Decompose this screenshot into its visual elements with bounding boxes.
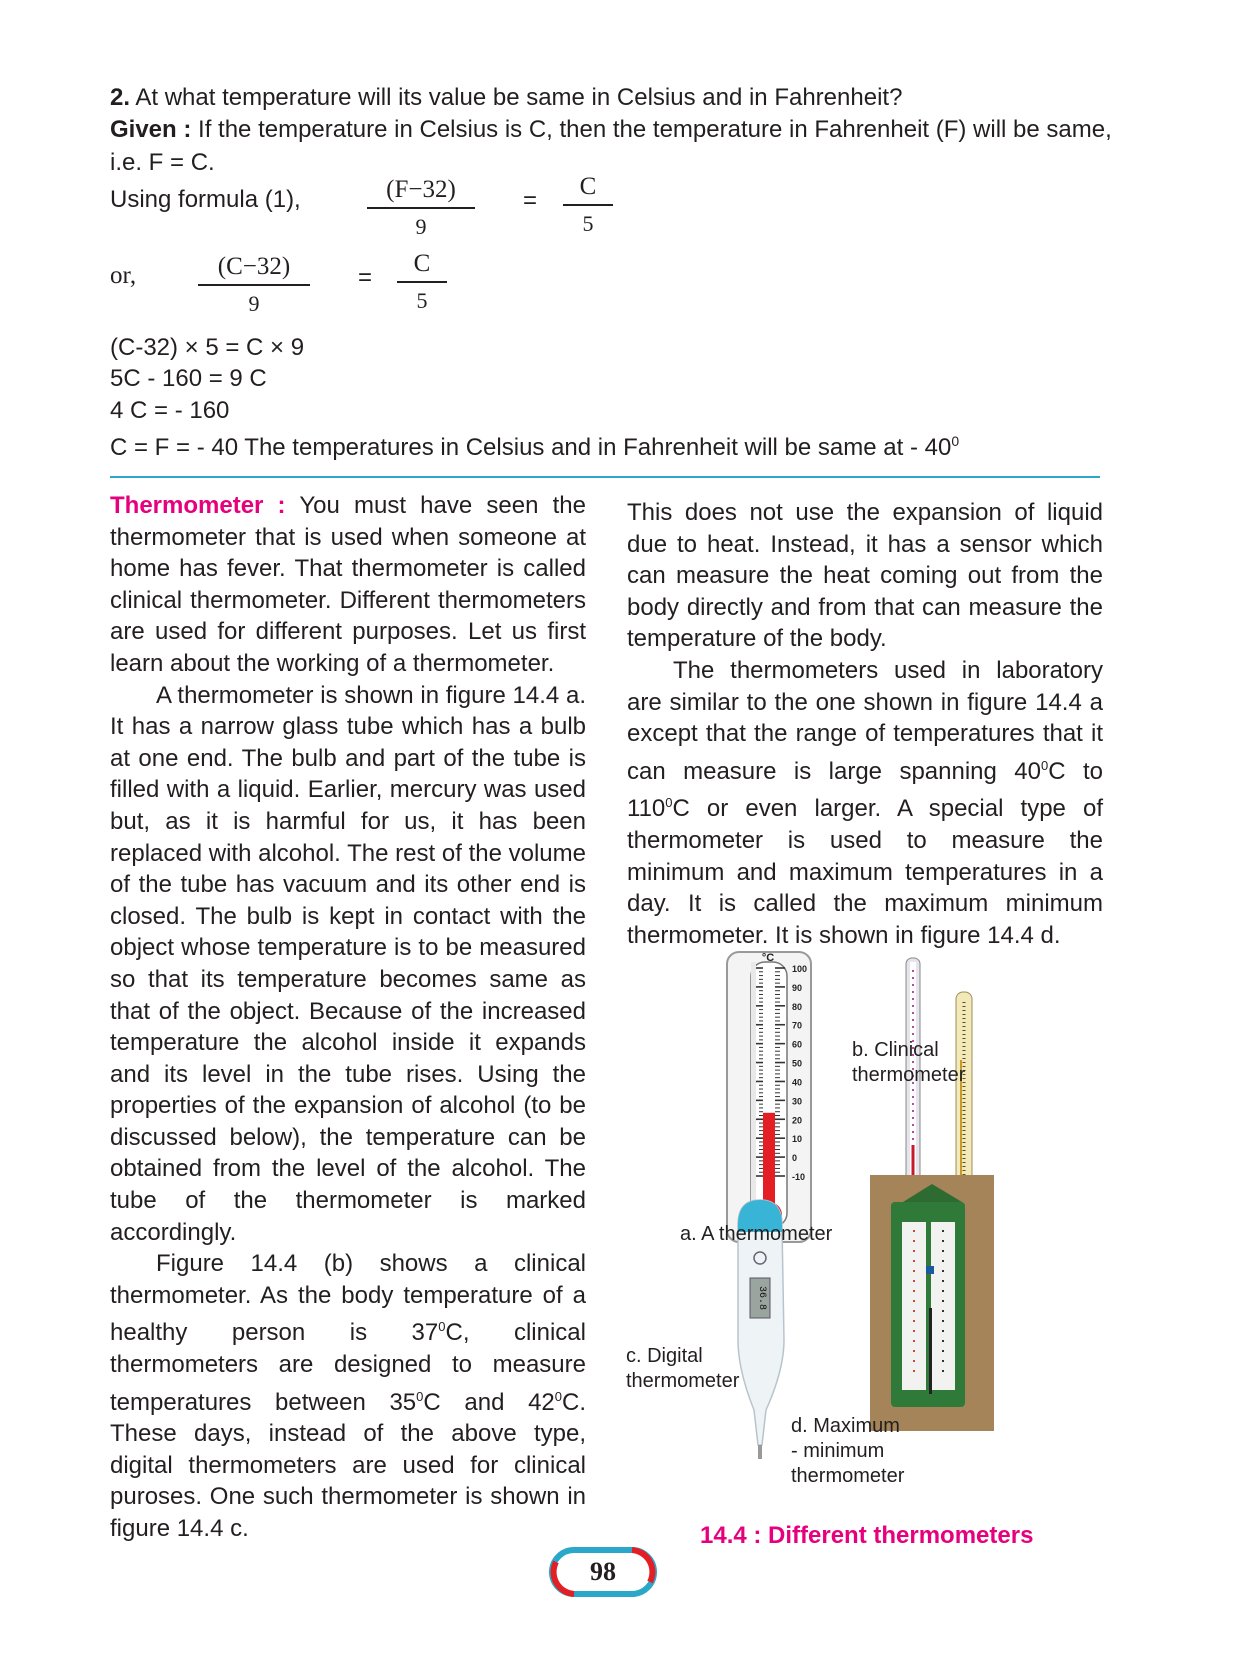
solution-step-2: 5C - 160 = 9 C (110, 365, 267, 392)
u-tube (929, 1308, 932, 1394)
figure-title: 14.4 : Different thermometers (700, 1522, 1034, 1549)
caption-d-max-min (791, 1414, 904, 1489)
question-number: 2. (110, 84, 131, 111)
given-label: Given : (110, 116, 192, 143)
paragraph-clinical-thermometer (110, 1248, 586, 1544)
degree-superscript: 0 (1041, 757, 1049, 773)
scale-label: 70 (792, 1020, 803, 1031)
caption-line: thermometer (626, 1370, 740, 1392)
max-min-thermometer-illustration (870, 1175, 994, 1431)
given-text: If the temperature in Celsius is C, then the temperature in Fahrenheit (F) will be same, (198, 116, 1112, 143)
tube-highlight (751, 962, 756, 1222)
scale-label: 20 (792, 1115, 803, 1126)
lab-thermometer-illustration (727, 952, 811, 1242)
fraction-denominator: 9 (415, 214, 427, 239)
caption-line: thermometer (852, 1064, 966, 1086)
degree-superscript: 0 (438, 1319, 446, 1335)
alcohol-column (763, 1113, 775, 1212)
caption-line: - minimum (791, 1440, 885, 1462)
fraction-denominator: 9 (248, 291, 260, 316)
equals-sign: = (523, 187, 538, 214)
paragraph-text: C, clinical thermometers are designed to measure temperatures between 35 (110, 1319, 586, 1416)
paragraph-text: C and 42 (423, 1388, 555, 1416)
equals-sign: = (358, 264, 373, 291)
fraction-c-over-5 (563, 172, 613, 238)
min-scale-panel (902, 1222, 926, 1390)
scale-label: 40 (792, 1077, 803, 1088)
paragraph-text: Figure 14.4 (b) shows a clinical thermometer. As the body temperature of a healthy person is 37 (110, 1250, 586, 1347)
scale-label: 90 (792, 982, 803, 993)
celsius-unit-label: °C (761, 952, 775, 964)
scale-label: 0 (792, 1153, 798, 1164)
scale-label: 10 (792, 1134, 803, 1145)
caption-c-digital (626, 1344, 739, 1394)
paragraph-text: C. These days, instead of the above type, digital thermometers are used for clinical puroses. One such thermometer is shown in figure 14.4 c. (110, 1388, 587, 1542)
digital-reading: 36.8 (756, 1285, 767, 1311)
question-line (110, 82, 902, 113)
degree-superscript: 0 (554, 1388, 563, 1404)
caption-line: b. Clinical (852, 1039, 939, 1061)
paragraph-text: C or even larger. A special type of thermometer is used to measure the minimum and maximum temperatures in a day. It is called the maximum minimum thermometer. It is shown in figure 14.4 d. (627, 795, 1103, 949)
solution-step-3: 4 C = - 160 (110, 397, 230, 424)
thermometer-heading: Thermometer : (110, 492, 286, 519)
caption-a-thermometer: a. A thermometer (680, 1223, 833, 1245)
digital-probe-tip (758, 1445, 762, 1459)
scale-label: 100 (792, 964, 808, 974)
paragraph-thermometer-working: A thermometer is shown in figure 14.4 a. It has a narrow glass tube which has a bulb at one end. The bulb and part of the tube is filled with a liquid. Earlier, mercury was used but, as it is harmful for us, it has been replaced with alcohol. The rest of the volume of the tube has vacuum and its other end is closed. The bulb is kept in contact with the object whose temperature is to be measured so that its temperature becomes same as that of the object. Because of the increased temperature the alcohol inside it expands and its level in the tube rises. Using the properties of the expansion of alcohol (to be discussed below), the temperature can be obtained from the level of the alcohol. The tube of the thermometer is marked accordingly. (110, 681, 586, 1246)
page-number-badge (548, 1546, 658, 1598)
using-formula-label: Using formula (1), (110, 186, 301, 213)
question-text: At what temperature will its value be same in Celsius and in Fahrenheit? (135, 84, 903, 111)
caption-line: thermometer (791, 1465, 905, 1487)
paragraph-laboratory-thermometer (627, 655, 1103, 951)
paragraph-text: You must have seen the thermometer that is used when someone at home has fever. That thermometer is called clinical thermometer. Different thermometers are used for different purposes. Let us first learn about the working of a thermometer. (110, 492, 586, 677)
caption-b-clinical (852, 1038, 965, 1088)
paragraph-digital-sensor: This does not use the expansion of liquid due to heat. Instead, it has a sensor which can measure the heat coming out from the body directly and from that can measure the temperature of the body. (627, 499, 1103, 653)
scale-label: 30 (792, 1096, 803, 1107)
solution-step-1: (C-32) × 5 = C × 9 (110, 334, 305, 361)
degree-superscript: 0 (416, 1388, 424, 1404)
paragraph-text: C to 110 (627, 757, 1104, 823)
solution-step-4 (110, 426, 959, 463)
scale-label: 80 (792, 1001, 803, 1012)
scale-label: -10 (792, 1172, 806, 1182)
fraction-numerator: C (413, 250, 431, 277)
or-label: or, (110, 262, 137, 289)
degree-superscript: 0 (665, 795, 673, 811)
fraction-bar (397, 281, 447, 283)
fraction-denominator: 5 (416, 288, 428, 313)
paragraph-thermometer-intro (110, 490, 586, 680)
fraction-f-minus-32-over-9 (367, 175, 475, 241)
degree-superscript: 0 (951, 433, 960, 449)
paragraph-text: The thermometers used in laboratory are similar to the one shown in figure 14.4 a except that the range of temperatures that it can measure is large spanning 40 (627, 656, 1103, 785)
caption-line: c. Digital (626, 1345, 703, 1367)
fraction-numerator: (C−32) (217, 253, 291, 280)
index-marker (926, 1266, 934, 1274)
fraction-numerator: C (579, 173, 597, 200)
right-column (627, 497, 1103, 951)
given-line (110, 114, 1112, 145)
given-text-2: i.e. F = C. (110, 149, 215, 176)
fraction-bar (367, 207, 475, 209)
fraction-denominator: 5 (582, 211, 594, 236)
fraction-bar (563, 204, 613, 206)
solution-step-4-text: C = F = - 40 The temperatures in Celsius and in Fahrenheit will be same at - 40 (110, 434, 952, 461)
scale-label: 50 (792, 1058, 803, 1069)
fraction-bar (198, 284, 310, 286)
section-divider (110, 476, 1100, 478)
fraction-c-over-5-second (397, 249, 447, 315)
fraction-numerator: (F−32) (386, 176, 456, 203)
page-number: 98 (590, 1557, 616, 1586)
max-scale-panel (931, 1222, 955, 1390)
caption-line: d. Maximum (791, 1415, 900, 1437)
left-column (110, 490, 586, 1545)
fraction-c-minus-32-over-9 (198, 252, 310, 318)
scale-label: 60 (792, 1039, 803, 1050)
